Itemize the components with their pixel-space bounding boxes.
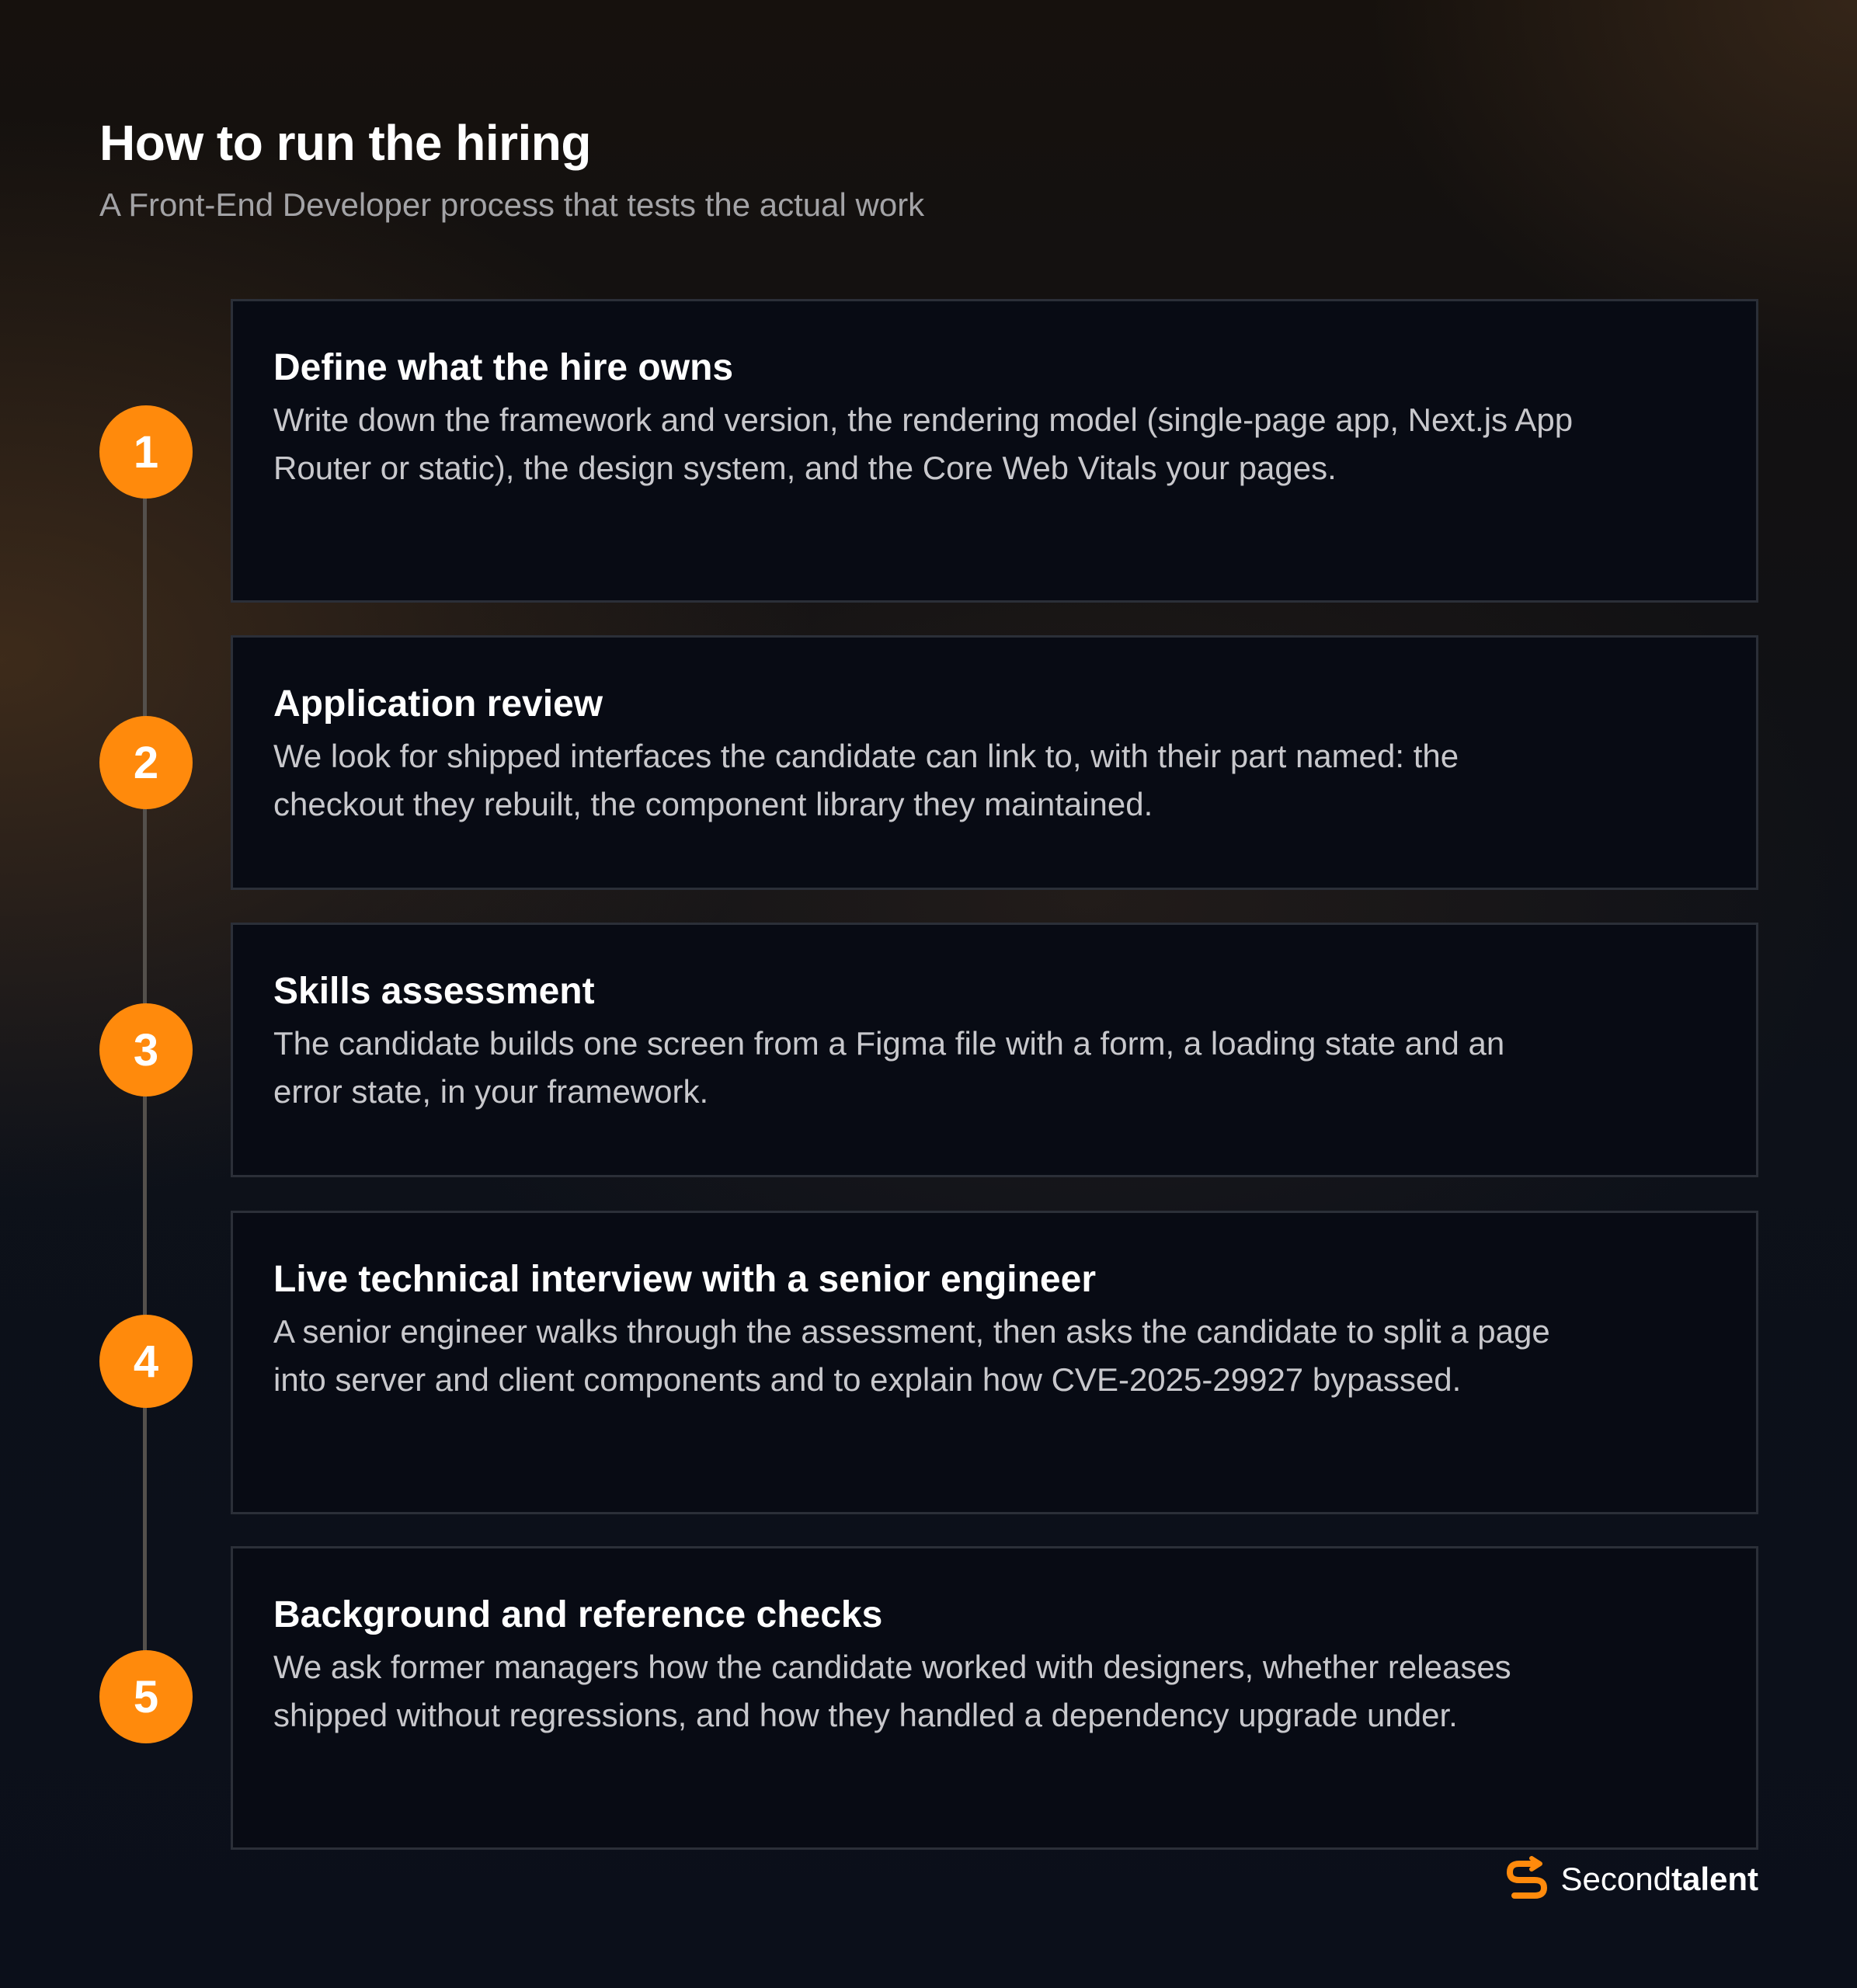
step-number-badge: 4 (99, 1315, 193, 1408)
brand-name-bold: talent (1671, 1861, 1758, 1897)
page-subtitle: A Front-End Developer process that tests the actual work (99, 186, 925, 223)
step-card (231, 635, 1758, 890)
step-description: The candidate builds one screen from a Figma file with a form, a loading state and an error state, in your framework. (273, 1025, 1505, 1110)
step-card (231, 299, 1758, 603)
brand-name (1561, 1858, 1758, 1901)
step-description: Write down the framework and version, the rendering model (single-page app, Next.js App Router or static), the design system, and the Core Web Vitals your pages. (273, 401, 1574, 486)
step-number-badge: 1 (99, 405, 193, 499)
step-title: Define what the hire owns (273, 347, 734, 388)
step-title: Live technical interview with a senior engineer (273, 1259, 1096, 1300)
step-title: Application review (273, 683, 603, 725)
step-title: Skills assessment (273, 971, 595, 1012)
step-description: We look for shipped interfaces the candidate can link to, with their part named: the checkout they rebuilt, the component library they maintained. (273, 738, 1459, 822)
brand-logo-lockup (1504, 1856, 1758, 1903)
brand-name-light: Second (1560, 1861, 1671, 1897)
page-title: How to run the hiring (99, 115, 591, 171)
step-card (231, 1546, 1758, 1850)
step-description: We ask former managers how the candidate worked with designers, whether releases shipped without regressions, and how they handled a dependency upgrade under. (273, 1649, 1511, 1733)
step-number-badge: 3 (99, 1003, 193, 1097)
step-card (231, 1211, 1758, 1514)
step-title: Background and reference checks (273, 1594, 883, 1635)
step-description: A senior engineer walks through the assessment, then asks the candidate to split a page into server and client components and to explain how CVE-2025-29927 bypassed. (273, 1313, 1550, 1398)
secondtalent-logo-icon (1504, 1856, 1550, 1903)
step-card (231, 923, 1758, 1177)
step-number-badge: 5 (99, 1650, 193, 1743)
page-header (99, 110, 924, 227)
step-number-badge: 2 (99, 716, 193, 809)
